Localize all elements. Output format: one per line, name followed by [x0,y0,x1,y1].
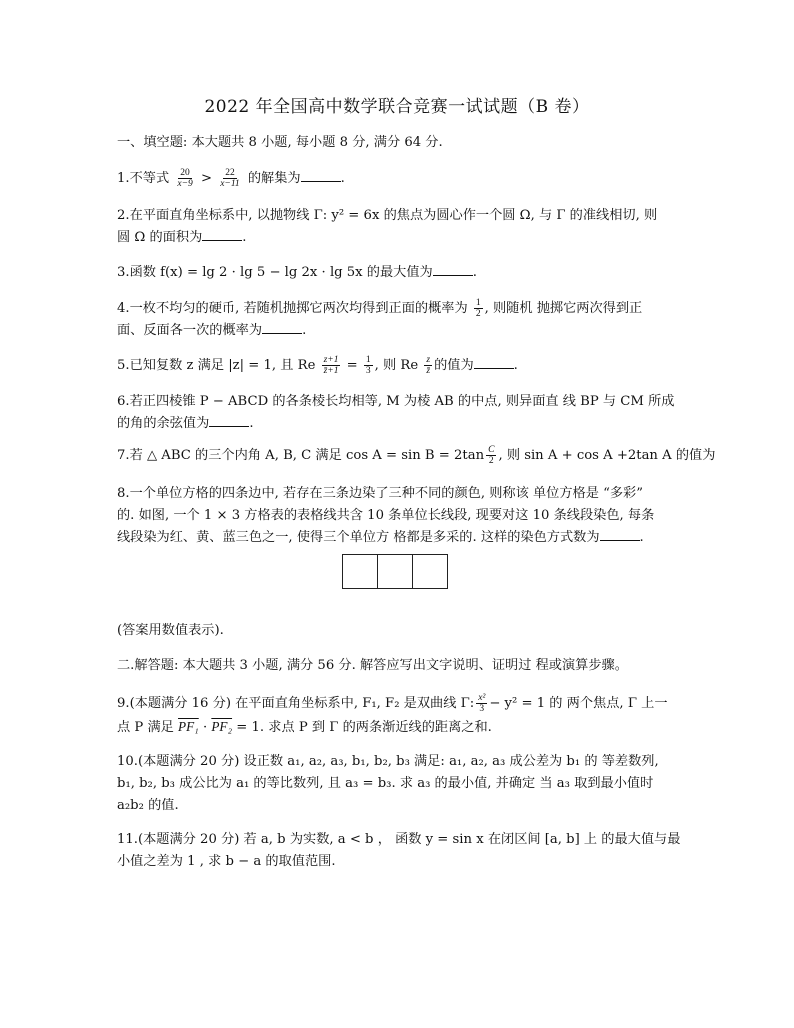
q1-text: 1.不等式 [117,171,170,186]
q1-text-end: 的解集为 [247,171,301,186]
q5-equals: = [346,358,358,373]
question-2-line-1: 2.在平面直角坐标系中, 以抛物线 Γ: y² = 6x 的焦点为圆心作一个圆 Ω, 与 Γ 的准线相切, 则 [117,208,658,223]
q1-fraction-2: $\frac{22}{x-11}$ [220,168,240,189]
question-11-line-2: 小值之差为 1 , 求 b − a 的取值范围. [117,854,336,869]
q7-text: 7.若 △ ABC 的三个内角 A, B, C 满足 cos A = sin B = 2tan [117,448,485,463]
question-10-line-1: 10.(本题满分 20 分) 设正数 a₁, a₂, a₃, b₁, b₂, b₃ 满足: a₁, a₂, a₃ 成公差为 b₁ 的 等差数列, [117,754,659,769]
q7-fraction: $\frac{C}{2}$ [488,445,495,466]
section1-header: 一、填空题: 本大题共 8 小题, 每小题 8 分, 满分 64 分. [117,135,443,150]
q3-text: 3.函数 f(x) = lg 2 · lg 5 − lg 2x · lg 5x 的最大值为 [117,265,433,280]
vector-pf1: PF₁ [178,719,199,734]
answer-blank [262,321,302,334]
question-8-line-3: 线段染为红、黄、蓝三色之一, 使得三个单位方 格都是多采的. 这样的染色方式数为 . [117,530,644,545]
answer-note: (答案用数值表示). [117,623,224,638]
q9-text: 9.(本题满分 16 分) 在平面直角坐标系中, F₁, F₂ 是双曲线 Γ: [117,696,475,711]
q5-text: 5.已知复数 z 满足 |z| = 1, 且 Re [117,358,316,373]
q1-operator: > [200,171,213,186]
answer-blank [202,228,242,241]
question-4-line-1 [117,298,679,320]
q5-fraction-3: $\frac{z}{z̄}$ [426,355,431,376]
q1-fraction-1: $\frac{20}{x-9}$ [177,168,193,189]
page-title: 2022 年全国高中数学联合竞赛一试试题（B 卷） [204,97,590,117]
question-2-line-2: 圆 Ω 的面积为 . [117,230,247,245]
vector-pf2: PF₂ [211,719,233,734]
answer-blank [600,528,640,541]
grid-figure-1x3 [342,554,448,589]
grid-cell [342,554,378,589]
question-10-line-3: a₂b₂ 的值. [117,798,179,813]
question-9-line-2 [117,716,679,739]
q9-text-3: 点 P 满足 [117,720,174,735]
question-4-line-2: 面、反面各一次的概率为 . [117,323,307,338]
answer-blank [209,414,249,427]
answer-blank [301,169,341,182]
dot-operator: · [202,720,208,735]
question-6-line-1: 6.若正四棱锥 P − ABCD 的各条棱长均相等, M 为棱 AB 的中点, 则异面直 线 BP 与 CM 所成 [117,394,675,409]
question-8-line-1: 8.一个单位方格的四条边中, 若存在三条边染了三种不同的颜色, 则称该 单位方格是 “多彩” [117,486,643,501]
q4-fraction: $\frac{1}{2}$ [475,298,481,319]
q8-text-end: 线段染为红、黄、蓝三色之一, 使得三个单位方 格都是多采的. 这样的染色方式数为 [117,530,600,545]
question-10-line-2: b₁, b₂, b₃ 成公比为 a₁ 的等比数列, 且 a₃ = b₃. 求 a₃ 的最小值, 并确定 当 a₃ 取到最小值时 [117,776,654,791]
q7-text-end: , 则 sin A + cos A +2tan A 的值为 [498,448,716,463]
q9-text-2: − y² = 1 的 两个焦点, Γ 上一 [489,696,668,711]
question-7 [117,445,716,467]
q9-fraction: $\frac{\text{x²}}{3}$ [478,693,486,714]
question-3: 3.函数 f(x) = lg 2 · lg 5 − lg 2x · lg 5x 的最大值为 . [117,265,477,280]
q5-text-end: 的值为 [434,358,474,373]
question-11-line-1: 11.(本题满分 20 分) 若 a, b 为实数, a < b ， 函数 y = sin x 在闭区间 [a, b] 上 的最大值与最 [117,832,681,847]
q5-fraction-1: $\frac{z+1}{z̄+1}$ [323,355,339,376]
q9-text-end: = 1. 求点 P 到 Γ 的两条渐近线的距离之和. [236,720,492,735]
q6-text-end: 的角的余弦值为 [117,416,210,431]
question-6-line-2: 的角的余弦值为 . [117,416,254,431]
question-9-line-1 [117,693,679,715]
answer-blank [474,356,514,369]
q4-text: 4.一枚不均匀的硬币, 若随机抛掷它两次均得到正面的概率为 [117,301,468,316]
question-1: 1.不等式 $\frac{20}{x-9}$ > $\frac{22}{x-11}$ 的解集为 . [117,168,345,189]
q2-text-end: 圆 Ω 的面积为 [117,230,203,245]
q5-text-2: , 则 Re [374,358,419,373]
grid-cell [377,554,413,589]
answer-blank [433,263,473,276]
grid-cell [412,554,448,589]
question-5: 5.已知复数 z 满足 |z| = 1, 且 Re $\frac{z+1}{z̄+1}$ = $\frac{1}{3}$ , 则 Re $\frac{z}{z̄}$ 的值为 . [117,355,518,376]
q4-text-end: 面、反面各一次的概率为 [117,323,263,338]
question-8-line-2: 的. 如图, 一个 1 × 3 方格表的表格线共含 10 条单位长线段, 现要对这 10 条线段染色, 每条 [117,508,655,523]
q4-text-2: , 则随机 抛掷它两次得到正 [484,301,643,316]
section2-header: 二.解答题: 本大题共 3 小题, 满分 56 分. 解答应写出文字说明、证明过 程或演算步骤。 [117,658,628,673]
q5-fraction-2: $\frac{1}{3}$ [365,355,371,376]
